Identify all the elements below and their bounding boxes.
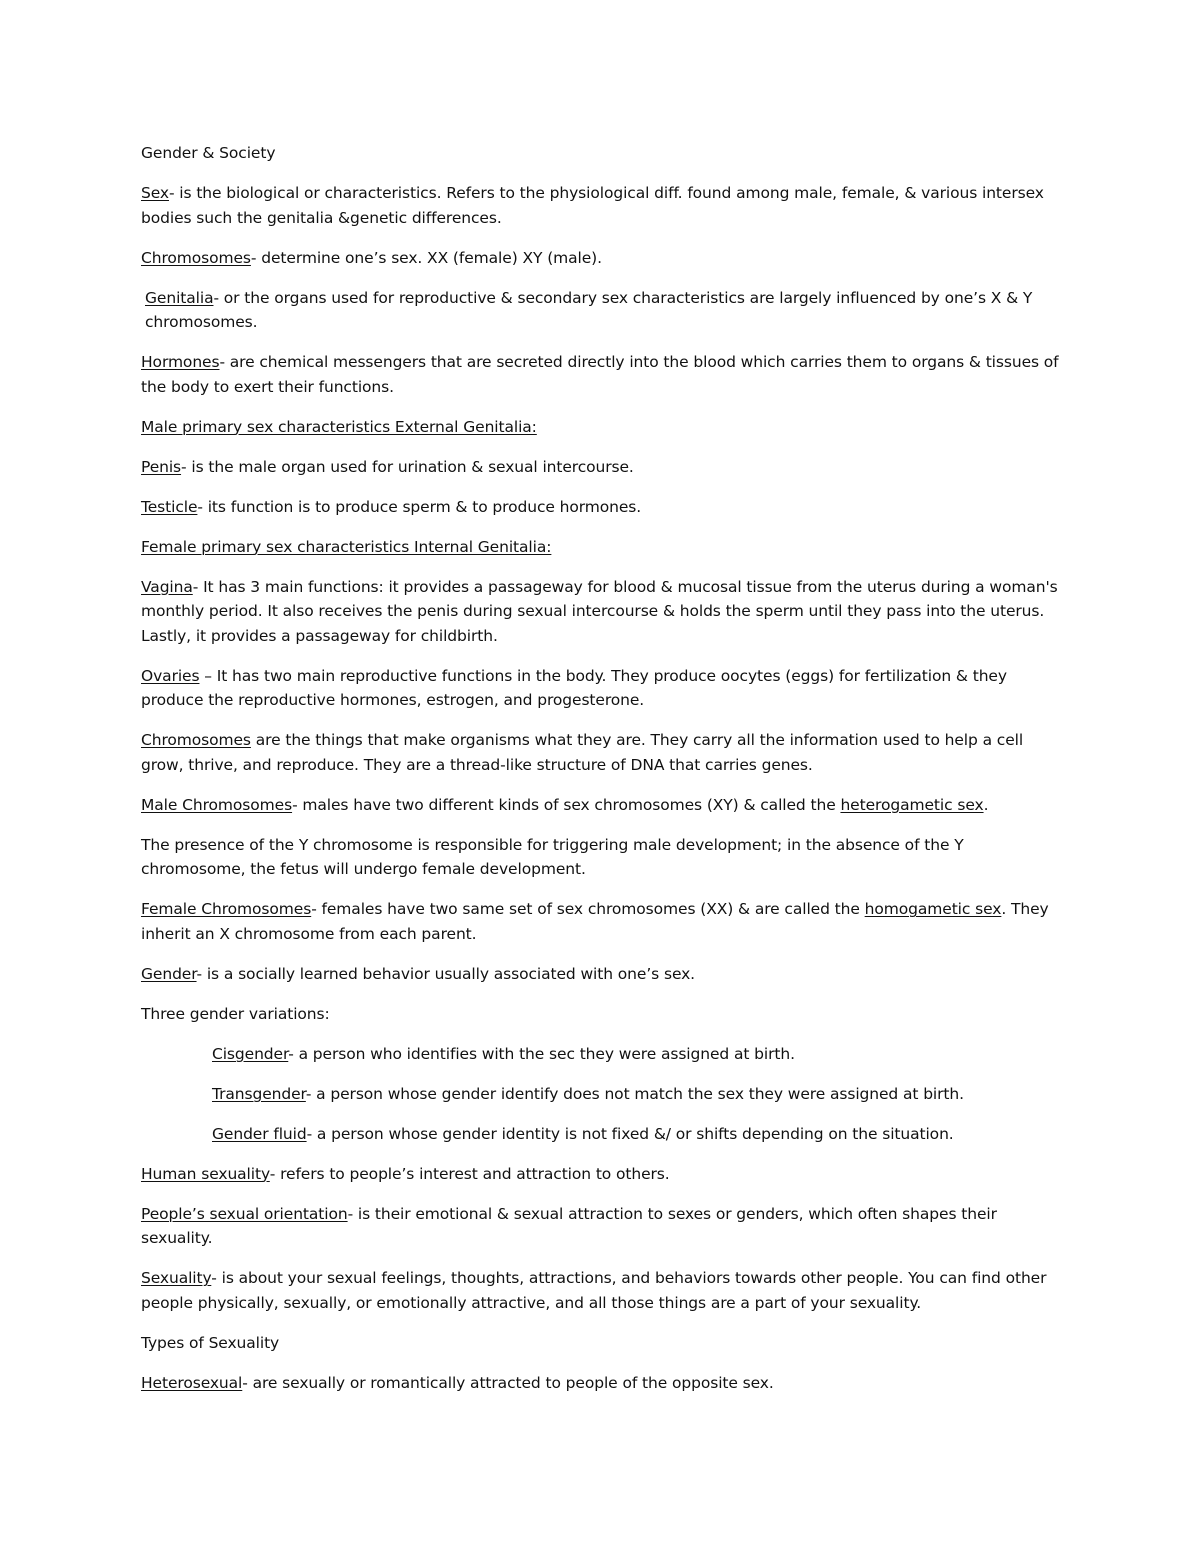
definition-penis: - is the male organ used for urination & sexual intercourse. bbox=[181, 457, 634, 476]
definition-gender-fluid: - a person whose gender identity is not fixed &/ or shifts depending on the situation. bbox=[306, 1124, 954, 1143]
definition-genitalia: - or the organs used for reproductive & secondary sex characteristics are largely influenced by one’s X & Y chromosomes. bbox=[145, 288, 1033, 331]
term-chromosomes: Chromosomes bbox=[141, 248, 251, 267]
heading-female-characteristics: Female primary sex characteristics Internal Genitalia: bbox=[141, 537, 552, 556]
paragraph-human-sexuality bbox=[141, 1162, 1066, 1187]
paragraph-genitalia bbox=[141, 286, 1066, 335]
paragraph-sexual-orientation bbox=[141, 1202, 1066, 1251]
paragraph-male-chromosomes: Male Chromosomes- males have two different kinds of sex chromosomes (XY) & called the heterogametic sex. bbox=[141, 795, 989, 814]
definition-sexuality: - is about your sexual feelings, thoughts, attractions, and behaviors towards other people. You can find other people physically, sexually, or emotionally attractive, and all those things are a part of your sexuality. bbox=[141, 1269, 1047, 1312]
term-female-chromosomes: Female Chromosomes bbox=[141, 900, 312, 918]
paragraph-gender-fluid bbox=[141, 1122, 1066, 1147]
definition-chromosomes-2: are the things that make organisms what they are. They carry all the information used to help a cell grow, thrive, and reproduce. They are a thread-like structure of DNA that carries genes. bbox=[141, 731, 1024, 774]
paragraph-testicle bbox=[141, 495, 1066, 520]
paragraph-ovaries bbox=[141, 664, 1066, 713]
paragraph-hormones bbox=[141, 350, 1066, 399]
term-sex: Sex bbox=[141, 184, 169, 202]
term-ovaries: Ovaries bbox=[141, 666, 200, 685]
paragraph-female-chromosomes: Female Chromosomes- females have two same set of sex chromosomes (XX) & are called the homogametic sex. They inherit an X chromosome from each parent. bbox=[141, 900, 1049, 943]
heading-types-of-sexuality: Types of Sexuality bbox=[141, 1333, 280, 1352]
definition-testicle: - its function is to produce sperm & to produce hormones. bbox=[197, 497, 642, 516]
paragraph-vagina bbox=[141, 575, 1066, 649]
paragraph-y-presence: The presence of the Y chromosome is responsible for triggering male development; in the absence of the Y chromosome, the fetus will undergo female development. bbox=[141, 835, 964, 878]
term-male-chromosomes: Male Chromosomes bbox=[141, 795, 293, 814]
document-title: Gender & Society bbox=[141, 144, 276, 162]
document-page bbox=[141, 141, 1066, 1411]
definition-sex: - is the biological or characteristics. Refers to the physiological diff. found among male, female, & various intersex bodies such the genitalia &genetic differences. bbox=[141, 184, 1044, 227]
paragraph-chromosomes-2 bbox=[141, 728, 1066, 777]
term-heterogametic-sex: heterogametic sex bbox=[840, 795, 984, 814]
paragraph-heterosexual bbox=[141, 1371, 1066, 1396]
term-genitalia: Genitalia bbox=[145, 288, 214, 307]
heading-male-characteristics: Male primary sex characteristics External Genitalia: bbox=[141, 417, 537, 436]
term-vagina: Vagina bbox=[141, 577, 193, 596]
term-cisgender: Cisgender bbox=[212, 1044, 289, 1063]
term-penis: Penis bbox=[141, 457, 182, 476]
paragraph-cisgender bbox=[141, 1042, 1066, 1067]
paragraph-sex bbox=[141, 181, 1066, 230]
definition-human-sexuality: - refers to people’s interest and attraction to others. bbox=[269, 1164, 670, 1183]
term-testicle: Testicle bbox=[141, 497, 198, 516]
definition-chromosomes: - determine one’s sex. XX (female) XY (male). bbox=[250, 248, 602, 267]
term-homogametic-sex: homogametic sex bbox=[864, 900, 1002, 918]
definition-vagina: - It has 3 main functions: it provides a passageway for blood & mucosal tissue from the uterus during a woman's monthly period. It also receives the penis during sexual intercourse & holds the sperm until they pass into the uterus. Lastly, it provides a passageway for childbirth. bbox=[141, 577, 1058, 645]
heading-gender-variations: Three gender variations: bbox=[141, 1004, 330, 1023]
paragraph-sexuality bbox=[141, 1266, 1066, 1315]
paragraph-transgender bbox=[141, 1082, 1066, 1107]
definition-cisgender: - a person who identifies with the sec they were assigned at birth. bbox=[288, 1044, 795, 1063]
term-chromosomes-2: Chromosomes bbox=[141, 731, 251, 749]
definition-sexual-orientation: - is their emotional & sexual attraction to sexes or genders, which often shapes their sexuality. bbox=[141, 1204, 997, 1247]
term-sexuality: Sexuality bbox=[141, 1269, 212, 1287]
definition-ovaries: – It has two main reproductive functions in the body. They produce oocytes (eggs) for fertilization & they produce the reproductive hormones, estrogen, and progesterone. bbox=[141, 666, 1007, 709]
term-transgender: Transgender bbox=[212, 1084, 306, 1103]
term-gender-fluid: Gender fluid bbox=[212, 1124, 307, 1143]
definition-gender: - is a socially learned behavior usually associated with one’s sex. bbox=[196, 964, 696, 983]
definition-transgender: - a person whose gender identify does not match the sex they were assigned at birth. bbox=[305, 1084, 964, 1103]
paragraph-penis bbox=[141, 455, 1066, 480]
paragraph-chromosomes bbox=[141, 246, 1066, 271]
term-heterosexual: Heterosexual bbox=[141, 1373, 243, 1392]
term-human-sexuality: Human sexuality bbox=[141, 1164, 270, 1183]
definition-hormones: - are chemical messengers that are secreted directly into the blood which carries them to organs & tissues of the body to exert their functions. bbox=[141, 353, 1059, 396]
term-gender: Gender bbox=[141, 964, 197, 983]
paragraph-gender bbox=[141, 962, 1066, 987]
definition-heterosexual: - are sexually or romantically attracted to people of the opposite sex. bbox=[242, 1373, 774, 1392]
term-sexual-orientation: People’s sexual orientation bbox=[141, 1204, 348, 1223]
term-hormones: Hormones bbox=[141, 353, 220, 371]
